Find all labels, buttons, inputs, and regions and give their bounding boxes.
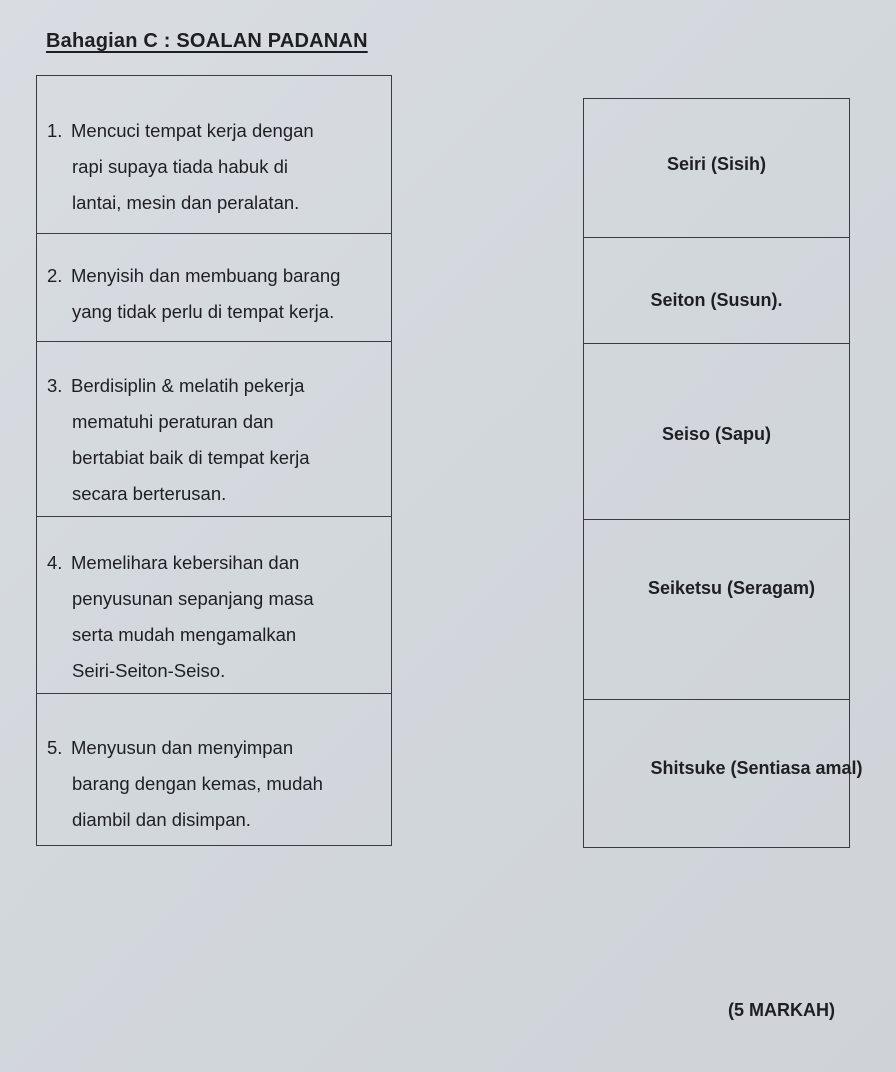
question-text: rapi supaya tiada habuk di [72, 156, 288, 177]
answer-text: Shitsuke (Sentiasa amal) [650, 758, 863, 778]
question-text: Menyisih dan membuang barang [71, 265, 341, 286]
question-text: Berdisiplin & melatih pekerja [71, 375, 305, 396]
answer-row-2 [584, 237, 849, 343]
question-text: diambil dan disimpan. [72, 809, 251, 830]
question-text: yang tidak perlu di tempat kerja. [72, 301, 335, 322]
question-text: bertabiat baik di tempat kerja [72, 447, 310, 468]
answers-table [583, 98, 863, 848]
answer-text: Seiton (Susun). [650, 290, 783, 310]
answer-row-3 [584, 343, 849, 519]
question-text: penyusunan sepanjang masa [72, 588, 314, 609]
question-row-2 [37, 233, 391, 341]
question-text: serta mudah mengamalkan [72, 624, 297, 645]
answer-text: Seiketsu (Seragam) [647, 578, 816, 598]
answer-row-5 [584, 699, 863, 849]
question-text: lantai, mesin dan peralatan. [72, 192, 300, 213]
question-number: 4. [47, 552, 63, 573]
question-text: Seiri-Seiton-Seiso. [72, 660, 226, 681]
answer-row-1 [584, 99, 849, 237]
question-row-4 [37, 516, 391, 693]
question-number: 3. [47, 375, 63, 396]
question-text: secara berterusan. [72, 483, 227, 504]
question-number: 5. [47, 737, 63, 758]
question-row-1 [37, 76, 391, 233]
question-text: Memelihara kebersihan dan [71, 552, 300, 573]
question-text: mematuhi peraturan dan [72, 411, 274, 432]
answer-text: Seiso (Sapu) [661, 424, 772, 444]
questions-table [36, 75, 392, 846]
question-row-3 [37, 341, 391, 516]
question-number: 2. [47, 265, 63, 286]
question-text: Mencuci tempat kerja dengan [71, 120, 314, 141]
answer-text: Seiri (Sisih) [666, 154, 767, 174]
question-text: Menyusun dan menyimpan [71, 737, 294, 758]
answer-row-4 [584, 519, 849, 699]
section-title: Bahagian C : SOALAN PADANAN [46, 30, 368, 52]
question-number: 1. [47, 120, 63, 141]
question-row-5 [37, 693, 391, 847]
question-text: barang dengan kemas, mudah [72, 773, 323, 794]
marks-label: (5 MARKAH) [728, 1000, 835, 1020]
